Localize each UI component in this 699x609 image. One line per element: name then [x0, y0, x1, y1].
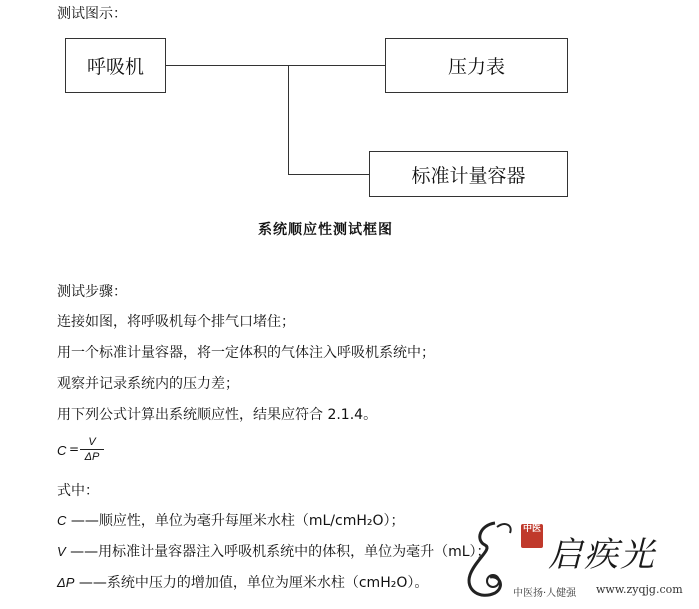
term-symbol: ΔP	[57, 575, 75, 590]
term-row	[57, 574, 428, 592]
step-item: 连接如图，将呼吸机每个排气口堵住；	[57, 314, 295, 330]
fraction-bar	[80, 449, 104, 450]
calibrated-container-box: 标准计量容器	[369, 151, 568, 197]
watermark-url: www.zyqjg.com	[596, 583, 683, 596]
logo-calligraphy-icon	[455, 515, 520, 605]
connector-branch	[288, 174, 369, 175]
step-item: 用下列公式计算出系统顺应性，结果应符合 2.1.4。	[57, 407, 378, 423]
formula-fraction	[80, 436, 104, 463]
watermark-brand: 启疾光	[548, 535, 656, 575]
formula-denominator: ΔP	[84, 451, 100, 463]
formula-lhs: C	[57, 443, 67, 458]
term-text: ——顺应性，单位为毫升每厘米水柱（mL/cmH₂O）；	[70, 513, 405, 529]
pressure-gauge-box: 压力表	[385, 38, 568, 93]
connector-horizontal	[166, 65, 385, 66]
section-title: 测试图示：	[57, 6, 127, 22]
watermark-slogan: 中医扬·人健强	[513, 588, 577, 599]
formula-equals: =	[69, 442, 80, 456]
term-text: ——用标准计量容器注入呼吸机系统中的体积，单位为毫升（mL）；	[70, 544, 491, 560]
step-item: 观察并记录系统内的压力差；	[57, 376, 239, 392]
term-symbol: V	[57, 544, 66, 559]
seal-stamp: 中医	[521, 524, 543, 548]
term-row	[57, 543, 491, 561]
formula-numerator: V	[88, 436, 96, 448]
step-item: 用一个标准计量容器，将一定体积的气体注入呼吸机系统中；	[57, 345, 435, 361]
term-symbol: C	[57, 513, 67, 528]
ventilator-box: 呼吸机	[65, 38, 166, 93]
connector-vertical	[288, 65, 289, 175]
where-heading: 式中：	[57, 483, 99, 499]
steps-heading: 测试步骤：	[57, 284, 127, 300]
diagram-caption: 系统顺应性测试框图	[258, 222, 393, 238]
term-text: ——系统中压力的增加值，单位为厘米水柱（cmH₂O）。	[78, 575, 429, 591]
term-row	[57, 512, 405, 530]
